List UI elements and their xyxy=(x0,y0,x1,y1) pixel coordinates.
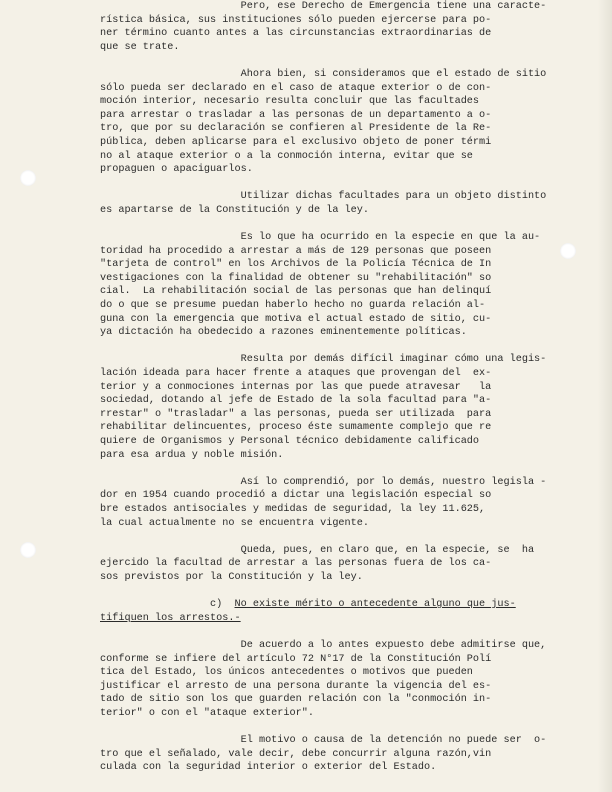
text-line: De acuerdo a lo antes expuesto debe admitirse que, xyxy=(100,639,547,651)
text-line: El motivo o causa de la detención no puede ser o- xyxy=(100,735,547,747)
text-line: culada con la seguridad interior o exterior del Estado. xyxy=(100,762,437,774)
paragraph xyxy=(100,0,547,54)
text-line: do o que se presume puedan haberlo hecho no guarda relación al- xyxy=(100,300,486,312)
text-line: tro que el señalado, vale decir, debe concurrir alguna razón,vin xyxy=(100,748,492,760)
text-line: rrestar" o "trasladar" a las personas, pueda ser utilizada para xyxy=(100,408,492,420)
text-line: moción interior, necesario resulta concluir que las facultades xyxy=(100,96,480,108)
paragraph xyxy=(100,476,547,530)
text-line: ner término cuanto antes a las circunstancias extraordinarias de xyxy=(100,28,492,40)
punch-hole xyxy=(560,243,576,259)
text-line: pública, deben aplicarse para el exclusivo objeto de poner térmi xyxy=(100,136,492,148)
paragraph xyxy=(100,639,547,721)
punch-hole xyxy=(20,542,36,558)
subheading-text-line-1: No existe mérito o antecedente alguno que jus- xyxy=(234,599,516,611)
text-line: Utilizar dichas facultades para un objeto distinto xyxy=(100,191,547,203)
text-line: dor en 1954 cuando procedió a dictar una legislación especial so xyxy=(100,490,492,502)
paragraph xyxy=(100,231,541,340)
text-line: para esa ardua y noble misión. xyxy=(100,449,284,461)
text-line: Así lo comprendió, por lo demás, nuestro legisla - xyxy=(100,476,547,488)
text-line: terior y a conmociones internas por las que puede atravesar la xyxy=(100,381,492,393)
text-line: sólo pueda ser declarado en el caso de ataque exterior o de con- xyxy=(100,82,492,94)
text-line: ejercido la facultad de arrestar a las personas fuera de los ca- xyxy=(100,558,492,570)
text-line: rística básica, sus instituciones sólo pueden ejercerse para po- xyxy=(100,14,492,26)
text-line: Pero, ese Derecho de Emergencia tiene una caracte- xyxy=(100,1,547,12)
subheading-marker: c) xyxy=(100,599,235,611)
text-line: tica del Estado, los únicos antecedentes o motivos que pueden xyxy=(100,667,473,679)
text-line: propaguen o apaciguarlos. xyxy=(100,164,253,176)
text-line: bre estados antisociales y medidas de seguridad, la ley 11.625, xyxy=(100,503,486,515)
text-line: ya dictación ha obedecido a razones eminentemente políticas. xyxy=(100,327,467,339)
text-line: tado de sitio son los que guarden relación con la "conmoción in- xyxy=(100,694,492,706)
text-line: "tarjeta de control" en los Archivos de la Policía Técnica de In xyxy=(100,259,492,271)
paragraph xyxy=(100,68,547,177)
text-line: Ahora bien, si consideramos que el estado de sitio xyxy=(100,68,547,80)
page-edge-shadow xyxy=(598,0,612,792)
text-line: quiere de Organismos y Personal técnico debidamente calificado xyxy=(100,436,480,447)
punch-hole xyxy=(20,170,36,186)
text-line: lación ideada para hacer frente a ataques que provengan del ex- xyxy=(100,368,492,380)
text-line: no al ataque exterior o a la conmoción interna, evitar que se xyxy=(100,150,473,162)
document-body xyxy=(100,0,547,788)
text-line: sos previstos por la Constitución y la ley. xyxy=(100,571,363,583)
text-line: cial. La rehabilitación social de las personas que han delinquí xyxy=(100,286,492,298)
paragraph xyxy=(100,353,547,462)
text-line: conforme se infiere del artículo 72 N°17 de la Constitución Polí xyxy=(100,653,492,665)
text-line: vestigaciones con la finalidad de obtener su "rehabilitación" so xyxy=(100,272,492,284)
paragraph xyxy=(100,734,547,775)
text-line: es apartarse de la Constitución y de la ley. xyxy=(100,204,369,216)
text-line: justificar el arresto de una persona durante la vigencia del es- xyxy=(100,680,492,692)
text-line: Resulta por demás difícil imaginar cómo una legis- xyxy=(100,354,547,366)
text-line: tro, que por su declaración se confieren al Presidente de la Re- xyxy=(100,123,492,135)
text-line: rehabilitar delincuentes, proceso éste sumamente complejo que re xyxy=(100,422,492,434)
text-line: Es lo que ha ocurrido en la especie en que la au- xyxy=(100,232,541,244)
subheading-text-line-2: tifiquen los arrestos.- xyxy=(100,612,241,624)
text-line: toridad ha procedido a arrestar a más de 129 personas que poseen xyxy=(100,245,492,257)
text-line: que se trate. xyxy=(100,41,180,53)
text-line: sociedad, dotando al jefe de Estado de la sola facultad para "a- xyxy=(100,395,492,407)
text-line: guna con la emergencia que motiva el actual estado de sitio, cu- xyxy=(100,313,492,325)
text-line: para arrestar o trasladar a las personas de un departamento a o- xyxy=(100,109,492,121)
paragraph xyxy=(100,190,547,217)
text-line: la cual actualmente no se encuentra vigente. xyxy=(100,517,369,529)
text-line: Queda, pues, en claro que, en la especie, se ha xyxy=(100,544,535,556)
text-line: terior" o con el "ataque exterior". xyxy=(100,707,314,719)
section-subheading xyxy=(100,598,516,625)
paragraph xyxy=(100,544,535,585)
